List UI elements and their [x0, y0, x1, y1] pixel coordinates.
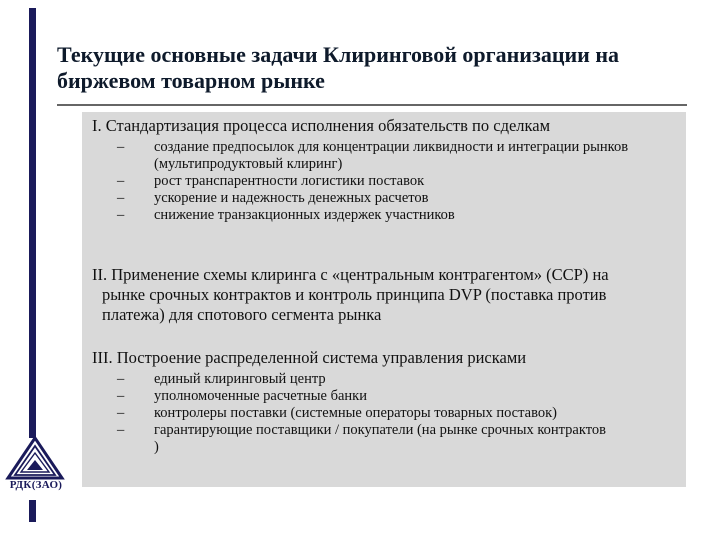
list-item: [92, 173, 682, 190]
list-item: [92, 190, 682, 207]
slide-title-line2: биржевом товарном рынке: [57, 68, 325, 93]
dash-marker: –: [117, 405, 125, 421]
dash-marker: –: [117, 173, 125, 189]
left-accent-bar-bottom: [29, 500, 36, 522]
list-item: [92, 139, 644, 173]
bullet-text: ускорение и надежность денежных расчетов: [154, 190, 429, 206]
section-1-heading: I. Стандартизация процесса исполнения обязательств по сделкам: [92, 116, 551, 135]
dash-marker: –: [117, 207, 125, 223]
section-2: [92, 265, 652, 325]
bullet-text: контролеры поставки (системные операторы товарных поставок): [154, 405, 557, 421]
bullet-text: единый клиринговый центр: [154, 371, 326, 387]
slide-title: [57, 42, 697, 94]
bullet-text: уполномоченные расчетные банки: [154, 388, 367, 404]
list-item: [92, 388, 682, 405]
section-3-bullets: [92, 371, 682, 456]
bullet-text: создание предпосылок для концентрации ликвидности и интеграции рынков (мультипродуктовый клиринг): [154, 139, 629, 172]
list-item: [92, 422, 614, 456]
dash-marker: –: [117, 139, 125, 155]
bullet-text: снижение транзакционных издержек участников: [154, 207, 455, 223]
list-item: [92, 207, 682, 224]
dash-marker: –: [117, 388, 125, 404]
bullet-text: гарантирующие поставщики / покупатели (на рынке срочных контрактов ): [154, 422, 606, 455]
dash-marker: –: [117, 371, 125, 387]
left-accent-bar: [29, 8, 36, 438]
bullet-text: рост транспарентности логистики поставок: [154, 173, 425, 189]
logo-text: РДК(ЗАО): [9, 479, 63, 491]
list-item: [92, 371, 682, 388]
section-2-heading: II. Применение схемы клиринга с «центральным контрагентом» (CCP) на рынке срочных контрактов и контроль принципа DVP (поставка против платежа) для спотового сегмента рынка: [92, 265, 609, 324]
section-1-bullets: [92, 139, 682, 224]
section-3-heading: III. Построение распределенной система управления рисками: [92, 348, 527, 367]
list-item: [92, 405, 682, 422]
section-3: [92, 348, 682, 456]
section-1: [92, 116, 682, 224]
slide-title-line1: Текущие основные задачи Клиринговой организации на: [57, 42, 620, 67]
dash-marker: –: [117, 422, 125, 438]
dash-marker: –: [117, 190, 125, 206]
title-divider: [57, 104, 687, 106]
